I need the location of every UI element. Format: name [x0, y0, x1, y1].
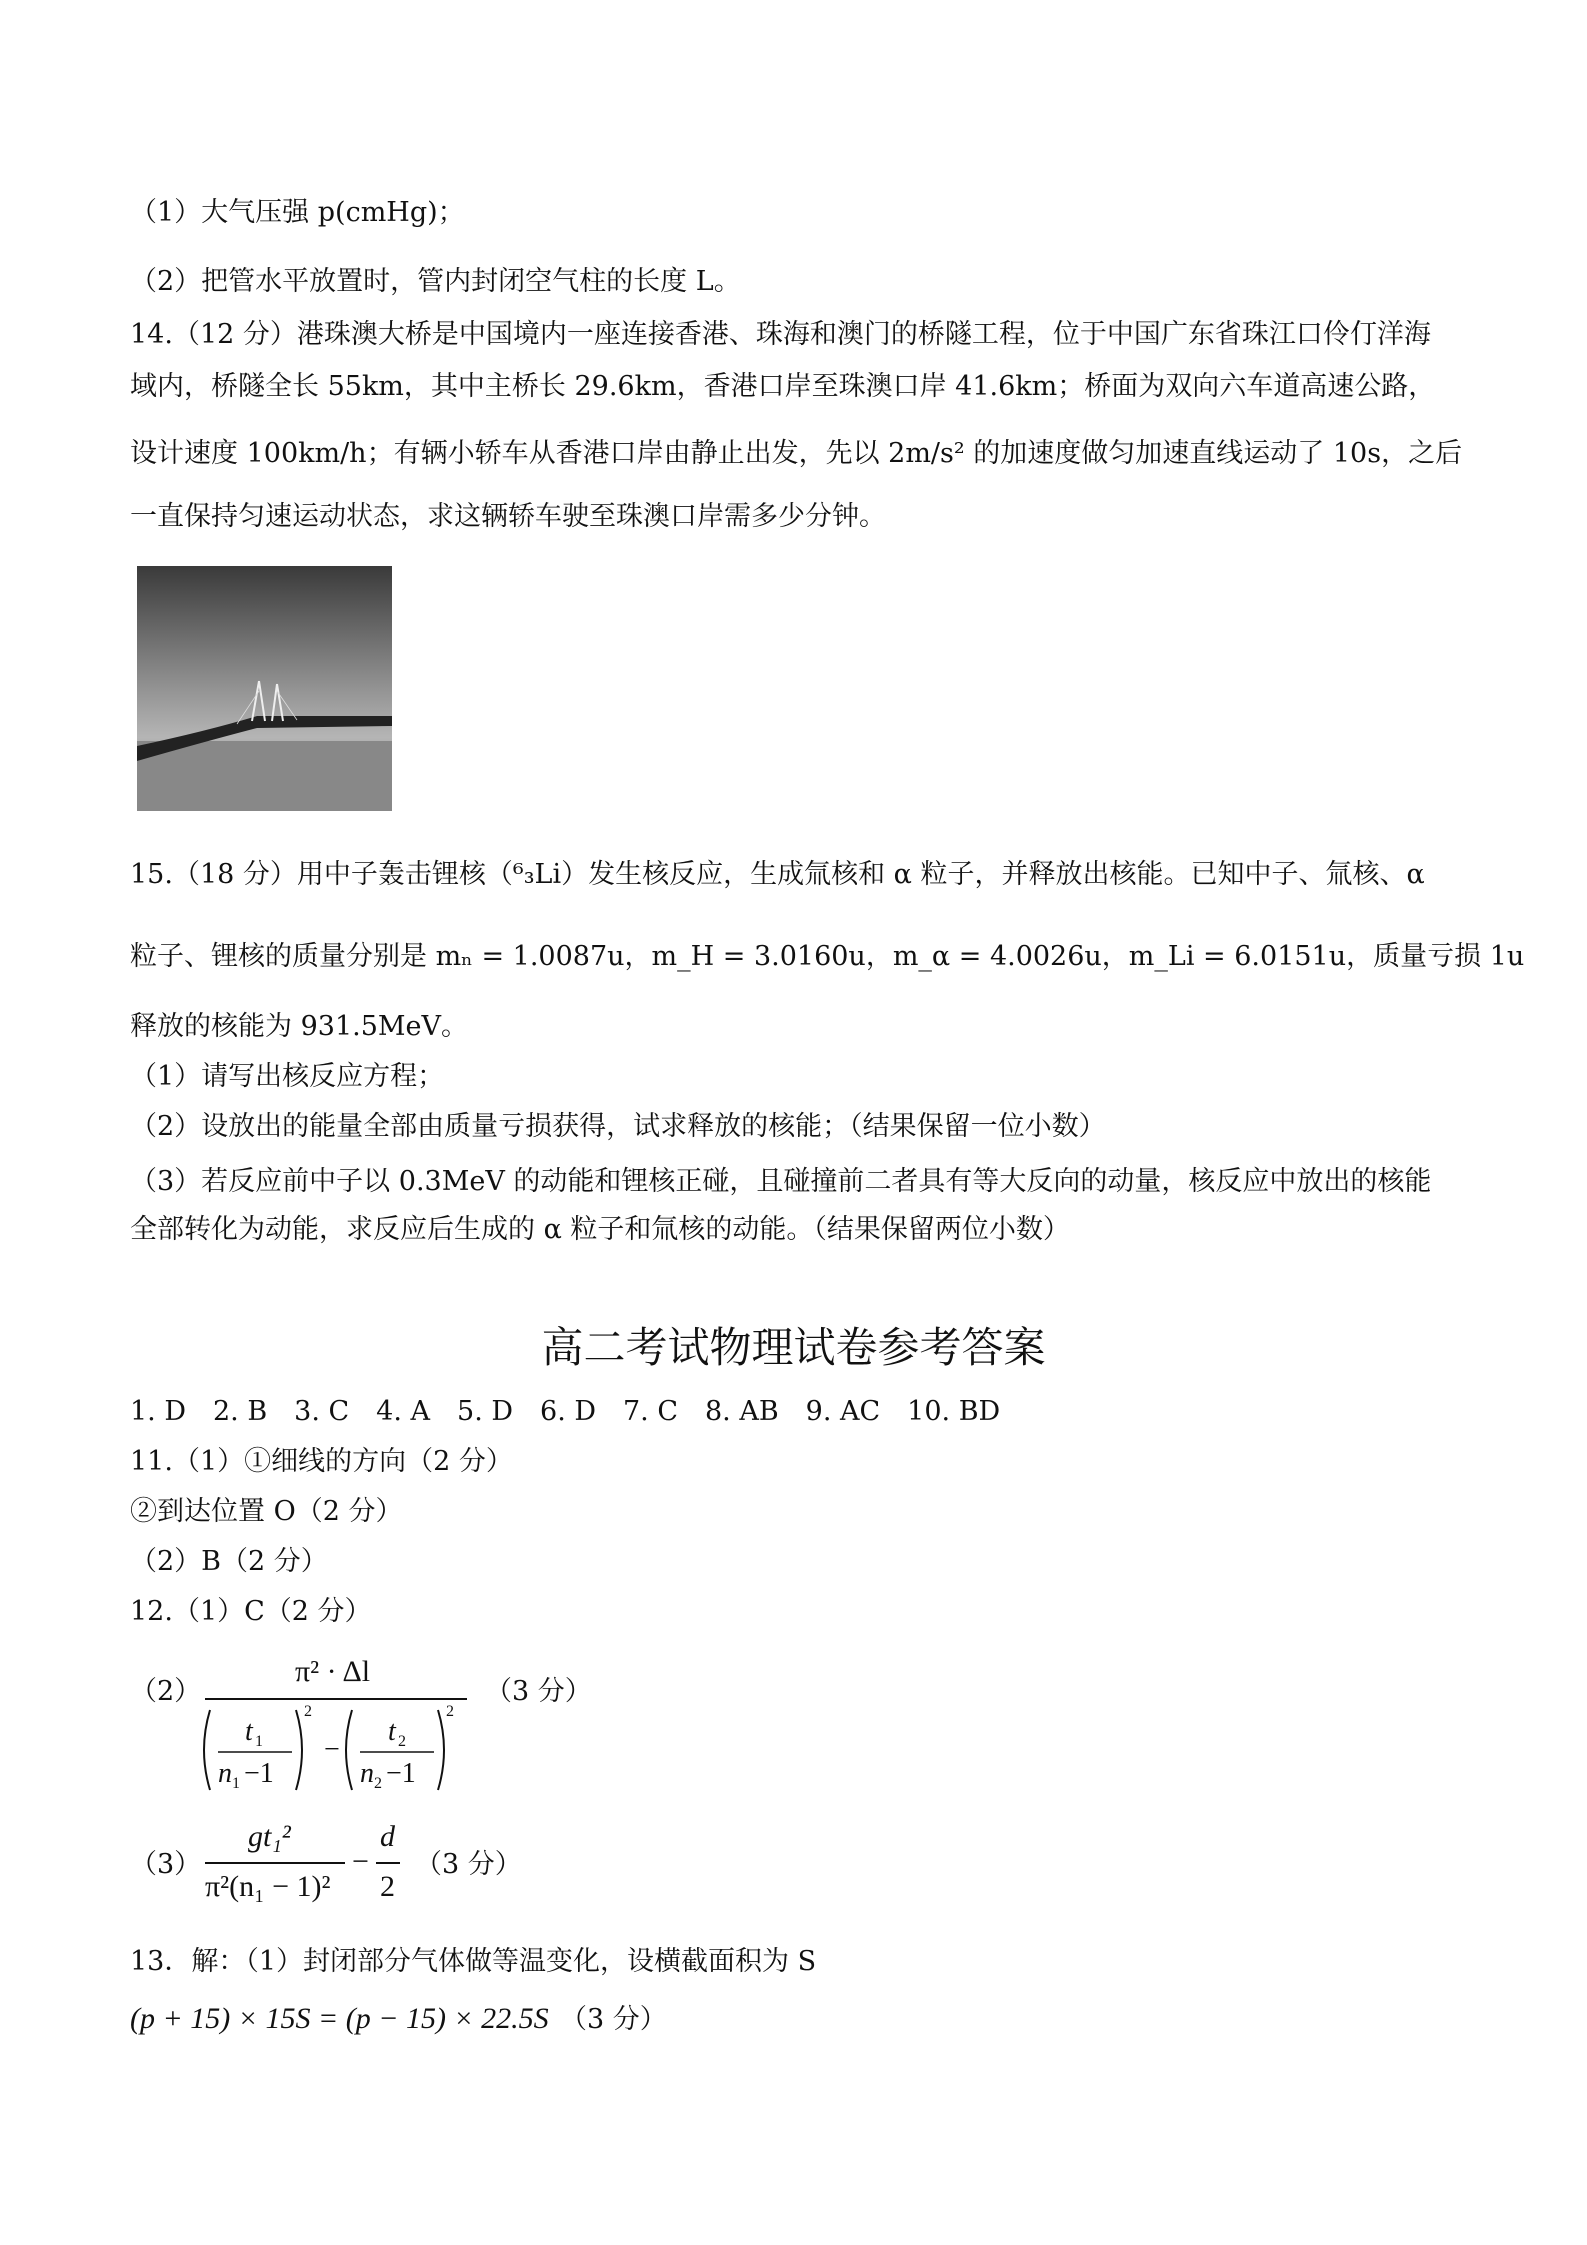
- answer-11-3: （2）B（2 分）: [130, 1546, 328, 1577]
- svg-text:2: 2: [398, 1733, 406, 1750]
- q15-part-2: （2）设放出的能量全部由质量亏损获得，试求释放的核能；（结果保留一位小数）: [130, 1111, 1106, 1142]
- answer-12-2-denominator: [200, 1700, 470, 1800]
- answer-12-2-score: （3 分）: [485, 1676, 592, 1707]
- q15-line-3: 释放的核能为 931.5MeV。: [130, 1011, 469, 1042]
- svg-text:2: 2: [374, 1775, 382, 1792]
- q13-part-1: （1）大气压强 p(cmHg)；: [130, 197, 465, 228]
- q15-part-1: （1）请写出核反应方程；: [130, 1061, 445, 1092]
- answer-13-1: 13．解：（1）封闭部分气体做等温变化，设横截面积为 S: [130, 1946, 817, 1977]
- answer-12-1: 12.（1）C（2 分）: [130, 1596, 372, 1627]
- svg-text:2: 2: [304, 1703, 312, 1720]
- mc-answers: 1. D 2. B 3. C 4. A 5. D 6. D 7. C 8. AB 9. AC 10. BD: [130, 1396, 1001, 1427]
- answer-12-3-numerator: gt₁²: [248, 1820, 291, 1853]
- fraction-bar-12-3b: [376, 1862, 400, 1864]
- q15-part-3-cont: 全部转化为动能，求反应后生成的 α 粒子和氚核的动能。（结果保留两位小数）: [130, 1214, 1070, 1245]
- answer-11-2: ②到达位置 O（2 分）: [130, 1496, 403, 1527]
- q14-line-4: 一直保持匀速运动状态，求这辆轿车驶至珠澳口岸需多少分钟。: [130, 501, 886, 532]
- answer-12-2-label: （2）: [130, 1676, 202, 1707]
- q14-line-1: 14.（12 分）港珠澳大桥是中国境内一座连接香港、珠海和澳门的桥隧工程，位于中国广东省珠江口伶仃洋海: [130, 319, 1431, 350]
- answer-13-equation: (p + 15) × 15S = (p − 15) × 22.5S: [130, 2002, 549, 2035]
- svg-text:t: t: [245, 1716, 253, 1747]
- answer-12-3-denominator: π²(n₁ − 1)²: [205, 1870, 331, 1903]
- answers-title: 高二考试物理试卷参考答案: [541, 1323, 1046, 1372]
- q15-part-3: （3）若反应前中子以 0.3MeV 的动能和锂核正碰，且碰撞前二者具有等大反向的动量，核反应中放出的核能: [130, 1166, 1432, 1197]
- answer-13-score: （3 分）: [560, 2004, 667, 2035]
- q14-line-2: 域内，桥隧全长 55km，其中主桥长 29.6km，香港口岸至珠澳口岸 41.6km；桥面为双向六车道高速公路，: [130, 371, 1436, 402]
- answer-12-3-label: （3）: [130, 1849, 202, 1880]
- svg-text:−1: −1: [386, 1758, 416, 1789]
- svg-text:1: 1: [255, 1733, 263, 1750]
- q13-part-2: （2）把管水平放置时，管内封闭空气柱的长度 L。: [130, 266, 741, 297]
- svg-text:−1: −1: [244, 1758, 274, 1789]
- q15-line-1: 15.（18 分）用中子轰击锂核（⁶₃Li）发生核反应，生成氚核和 α 粒子，并释放出核能。已知中子、氚核、α: [130, 859, 1425, 890]
- svg-text:1: 1: [232, 1775, 240, 1792]
- answer-12-2-numerator: π² · Δl: [295, 1655, 371, 1688]
- answer-11-1: 11.（1）①细线的方向（2 分）: [130, 1446, 513, 1477]
- fraction-bar-12-3a: [205, 1862, 345, 1864]
- svg-text:−: −: [324, 1734, 340, 1765]
- svg-text:n: n: [360, 1758, 374, 1789]
- answer-12-3-d: d: [380, 1820, 395, 1853]
- minus-sign: −: [352, 1845, 369, 1878]
- q15-line-2: 粒子、锂核的质量分别是 mₙ = 1.0087u，m_H = 3.0160u，m_α = 4.0026u，m_Li = 6.0151u，质量亏损 1u: [130, 941, 1525, 972]
- answer-12-3-two: 2: [380, 1870, 395, 1903]
- svg-text:2: 2: [446, 1703, 454, 1720]
- svg-text:t: t: [388, 1716, 396, 1747]
- q14-line-3: 设计速度 100km/h；有辆小轿车从香港口岸由静止出发，先以 2m/s² 的加速度做匀加速直线运动了 10s，之后: [130, 438, 1463, 469]
- answer-12-3-score: （3 分）: [415, 1849, 522, 1880]
- svg-text:n: n: [218, 1758, 232, 1789]
- bridge-photo: [137, 566, 392, 811]
